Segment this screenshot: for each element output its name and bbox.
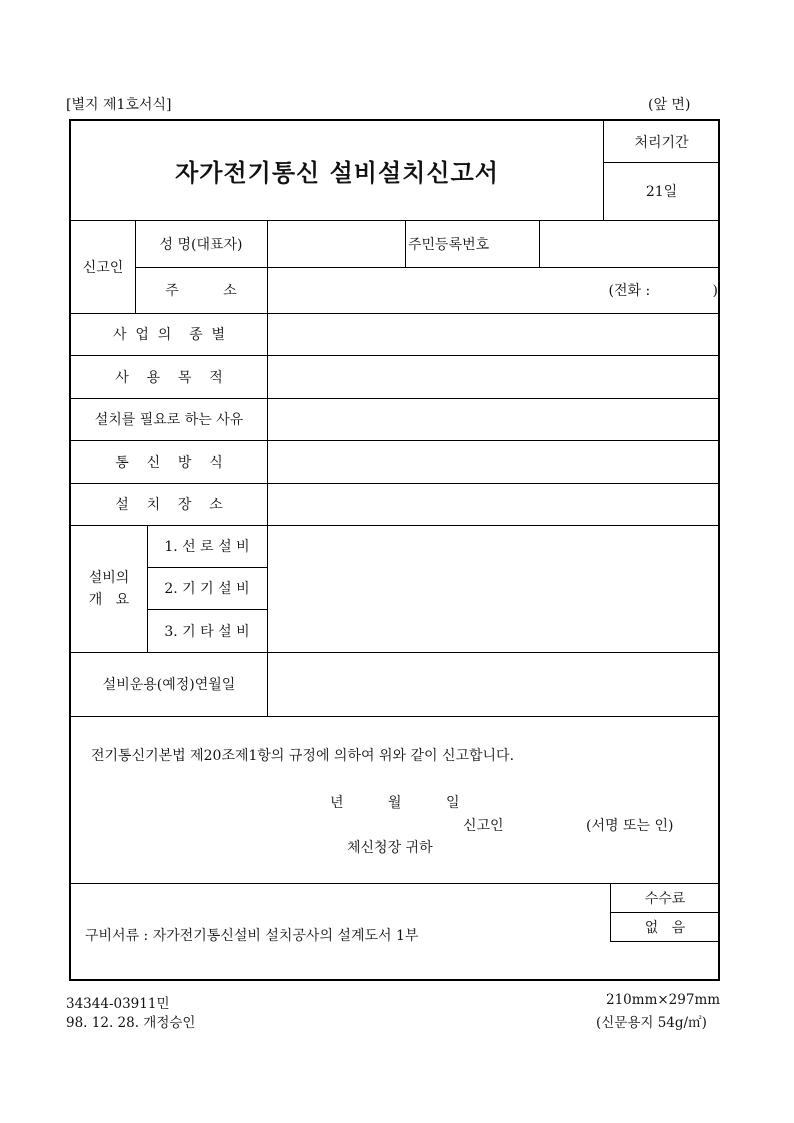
equipment-group-label	[71, 525, 147, 652]
form-code: 34344-03911민	[66, 996, 170, 1012]
declaration-date: 년 월 일	[330, 795, 460, 811]
name-label: 성 명(대표자)	[159, 236, 243, 253]
operation-date-label: 설비운용(예정)연월일	[102, 677, 236, 693]
phone-label: (전화 : )	[608, 283, 718, 299]
name-field[interactable]	[267, 220, 405, 267]
comm-method-field[interactable]	[267, 440, 720, 483]
form-frame	[69, 119, 720, 981]
declaration-statement: 전기통신기본법 제20조제1항의 규정에 의하여 위와 같이 신고합니다.	[91, 748, 515, 764]
equipment-group-label-line1: 설비의	[88, 569, 130, 586]
form-title: 자가전기통신 설비설치신고서	[175, 158, 499, 187]
divider	[610, 941, 720, 942]
address-field[interactable]	[267, 267, 720, 313]
divider	[405, 220, 406, 267]
applicant-group-label: 신고인	[82, 259, 124, 276]
resident-number-label: 주민등록번호	[408, 236, 490, 253]
reason-label: 설치를 필요로 하는 사유	[94, 412, 244, 428]
other-equipment-label: 3. 기 타 설 비	[164, 623, 250, 640]
purpose-field[interactable]	[267, 355, 720, 398]
business-type-field[interactable]	[267, 313, 720, 355]
approval-date: 98. 12. 28. 개정승인	[66, 1015, 196, 1031]
purpose-label: 사 용 목 적	[115, 369, 223, 386]
location-label: 설 치 장 소	[115, 497, 223, 513]
equipment-group-label-line2: 개 요	[88, 591, 130, 608]
signature-note: (서명 또는 인)	[586, 818, 674, 834]
form-number: [별지 제1호서식]	[66, 97, 172, 113]
paper-size: 210mm×297mm	[606, 992, 721, 1008]
processing-period-value: 21일	[645, 184, 678, 200]
operation-date-field[interactable]	[267, 652, 720, 716]
addressee: 체신청장 귀하	[347, 840, 433, 856]
fee-value: 없 음	[644, 919, 686, 936]
address-label: 주 소	[165, 283, 237, 299]
location-field[interactable]	[267, 483, 720, 525]
resident-number-field[interactable]	[539, 220, 720, 267]
business-type-label: 사 업 의 종 별	[112, 327, 226, 343]
processing-period-label: 처리기간	[634, 134, 689, 151]
required-documents: 구비서류 : 자가전기통신설비 설치공사의 설계도서 1부	[85, 928, 419, 944]
equipment-overview-field[interactable]	[267, 525, 720, 652]
signer-label: 신고인	[463, 818, 504, 834]
line-equipment-label: 1. 선 로 설 비	[164, 539, 250, 555]
comm-method-label: 통 신 방 식	[115, 454, 223, 471]
page-side-label: (앞 면)	[648, 97, 691, 113]
reason-field[interactable]	[267, 398, 720, 440]
fee-label: 수수료	[644, 890, 686, 907]
device-equipment-label: 2. 기 기 설 비	[164, 581, 250, 597]
paper-type: (신문용지 54g/㎡)	[596, 1015, 707, 1031]
divider	[71, 716, 720, 717]
